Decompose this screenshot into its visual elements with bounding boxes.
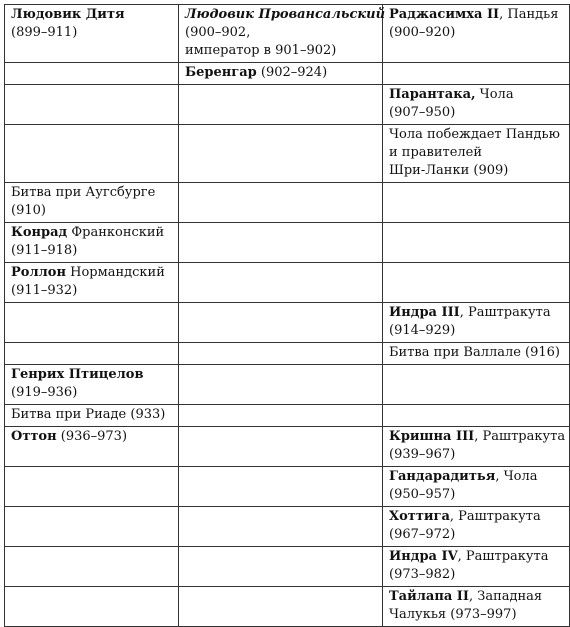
cell-text: (907–950) — [389, 105, 456, 120]
table-row — [5, 223, 570, 263]
ruler-name: Кришна III — [389, 429, 475, 444]
cell-text: , Раштракута — [449, 509, 541, 524]
ruler-name: Тайлапа II — [389, 589, 469, 604]
cell-line — [389, 606, 565, 624]
cell-line — [389, 344, 565, 362]
table-row — [5, 547, 570, 587]
table-cell — [5, 547, 179, 587]
table-cell — [383, 343, 570, 365]
ruler-name: Беренгар — [185, 65, 257, 80]
cell-line — [11, 264, 174, 282]
table-cell — [179, 507, 383, 547]
cell-text: (939–967) — [389, 447, 456, 462]
cell-text: Чола побеждает Пандью — [389, 127, 560, 142]
cell-line — [185, 24, 378, 42]
table-cell — [5, 467, 179, 507]
ruler-name: Людовик Провансальский — [185, 7, 386, 22]
table-cell — [5, 587, 179, 627]
cell-text: (911–932) — [11, 283, 78, 298]
ruler-name: Индра III — [389, 305, 460, 320]
cell-line — [389, 526, 565, 544]
cell-text: , Раштракута — [459, 305, 551, 320]
ruler-name: Хоттига — [389, 509, 450, 524]
table-row — [5, 467, 570, 507]
table-cell — [383, 63, 570, 85]
table-cell — [179, 405, 383, 427]
cell-text: , Раштракута — [474, 429, 566, 444]
cell-line — [185, 64, 378, 82]
ruler-name: Парантака, — [389, 87, 476, 102]
cell-text: , Западная — [468, 589, 543, 604]
cell-line — [389, 428, 565, 446]
cell-line — [11, 202, 174, 220]
cell-text: (936–973) — [56, 429, 128, 444]
cell-text: (973–982) — [389, 567, 456, 582]
table-row — [5, 365, 570, 405]
ruler-name: Индра IV — [389, 549, 458, 564]
table-row — [5, 587, 570, 627]
cell-text: Битва при Валлале (916) — [389, 345, 561, 360]
table-cell — [179, 85, 383, 125]
cell-text: Чалукья (973–997) — [389, 607, 517, 622]
cell-line — [389, 86, 565, 104]
table-cell — [179, 5, 386, 63]
table-cell — [383, 405, 570, 427]
table-cell — [383, 547, 570, 587]
table-cell — [5, 183, 179, 223]
cell-line — [389, 566, 565, 584]
chronology-table — [4, 4, 570, 627]
table-row — [5, 427, 570, 467]
cell-text: (919–936) — [11, 385, 78, 400]
table-cell — [179, 587, 383, 627]
table-cell — [179, 467, 383, 507]
cell-text: (902–924) — [256, 65, 328, 80]
cell-text: (967–972) — [389, 527, 456, 542]
cell-line — [11, 428, 174, 446]
table-cell — [179, 125, 383, 183]
cell-text: , Чола — [495, 469, 538, 484]
ruler-name: Генрих Птицелов — [11, 367, 144, 382]
table-row — [5, 63, 570, 85]
cell-line — [389, 322, 565, 340]
cell-line — [11, 282, 174, 300]
table-cell — [383, 263, 570, 303]
cell-line — [389, 468, 565, 486]
table-row — [5, 85, 570, 125]
table-cell — [179, 183, 383, 223]
table-cell — [383, 85, 570, 125]
table-cell — [179, 365, 383, 405]
cell-line — [389, 6, 565, 24]
cell-text: (900–920) — [389, 25, 456, 40]
table-cell — [5, 63, 179, 85]
cell-line — [185, 42, 378, 60]
cell-line — [389, 144, 565, 162]
table-row — [5, 125, 570, 183]
table-cell — [5, 85, 179, 125]
cell-text: (914–929) — [389, 323, 456, 338]
cell-line — [11, 6, 174, 24]
cell-text: император в 901–902) — [185, 43, 337, 58]
table-cell — [383, 427, 570, 467]
cell-text: Чола — [475, 87, 514, 102]
cell-text: Нормандский — [65, 265, 165, 280]
cell-text: (900–902, — [185, 25, 251, 40]
table-cell — [5, 303, 179, 343]
table-cell — [5, 5, 179, 63]
table-cell — [5, 263, 179, 303]
table-cell — [179, 303, 383, 343]
cell-line — [11, 406, 174, 424]
cell-text: Битва при Риаде (933) — [11, 407, 166, 422]
cell-line — [389, 548, 565, 566]
cell-line — [389, 304, 565, 322]
table-cell — [179, 63, 383, 85]
table-cell — [383, 5, 570, 63]
cell-text: (911–918) — [11, 243, 78, 258]
table-cell — [179, 427, 383, 467]
cell-line — [389, 126, 565, 144]
cell-line — [11, 184, 174, 202]
table-cell — [383, 365, 570, 405]
table-cell — [5, 427, 179, 467]
table-row — [5, 5, 570, 63]
cell-text: (950–957) — [389, 487, 456, 502]
table-row — [5, 263, 570, 303]
cell-line — [11, 384, 174, 402]
cell-text: Франконский — [67, 225, 165, 240]
table-row — [5, 405, 570, 427]
ruler-name: Раджасимха II — [389, 7, 500, 22]
table-cell — [383, 125, 570, 183]
cell-line — [389, 446, 565, 464]
table-cell — [383, 303, 570, 343]
table-cell — [383, 183, 570, 223]
table-cell — [5, 223, 179, 263]
cell-line — [11, 224, 174, 242]
table-row — [5, 343, 570, 365]
table-cell — [179, 343, 383, 365]
table-cell — [179, 223, 383, 263]
table-row — [5, 183, 570, 223]
table-cell — [5, 365, 179, 405]
cell-line — [11, 242, 174, 260]
ruler-name: Конрад — [11, 225, 68, 240]
table-cell — [179, 547, 383, 587]
chronology-table-body — [5, 5, 570, 627]
cell-line — [389, 162, 565, 180]
table-row — [5, 303, 570, 343]
cell-text: (910) — [11, 203, 46, 218]
table-row — [5, 507, 570, 547]
ruler-name: Людовик Дитя — [11, 7, 125, 22]
table-cell — [5, 125, 179, 183]
table-cell — [383, 587, 570, 627]
cell-line — [389, 104, 565, 122]
cell-line — [389, 24, 565, 42]
table-cell — [179, 263, 383, 303]
table-cell — [5, 405, 179, 427]
ruler-name: Роллон — [11, 265, 66, 280]
cell-line — [389, 588, 565, 606]
cell-line — [11, 366, 174, 384]
cell-text: , Пандья — [499, 7, 559, 22]
table-cell — [383, 467, 570, 507]
table-cell — [383, 223, 570, 263]
cell-line — [389, 486, 565, 504]
table-cell — [383, 507, 570, 547]
cell-text: Битва при Аугсбурге — [11, 185, 156, 200]
cell-line — [11, 24, 174, 42]
cell-text: Шри-Ланки (909) — [389, 163, 509, 178]
ruler-name: Гандарадитья — [389, 469, 496, 484]
table-cell — [5, 343, 179, 365]
table-cell — [5, 507, 179, 547]
ruler-name: Оттон — [11, 429, 57, 444]
cell-line — [185, 6, 386, 24]
cell-line — [389, 508, 565, 526]
cell-text: , Раштракута — [457, 549, 549, 564]
cell-text: (899–911) — [11, 25, 78, 40]
cell-text: и правителей — [389, 145, 483, 160]
